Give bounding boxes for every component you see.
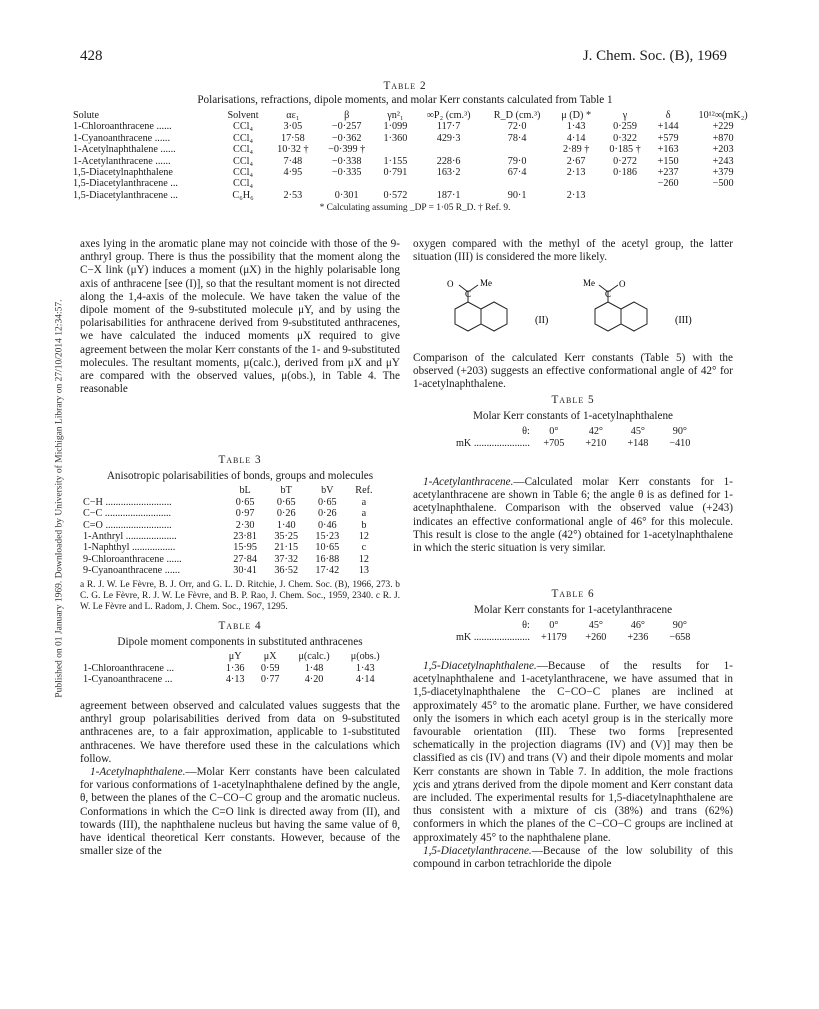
table-cell [415, 144, 482, 155]
table-cell: 23·81 [233, 531, 257, 543]
body-text: —Because of the results for 1-acetylnaphthalene and 1-acetylanthracene, we have assumed that in 1,5-diacetylnaphthalene the C−CO−C planes are inclined at approximately 45° to the aromatic plane. Further, we have considered only the isomers in which each acetyl group is in the sterically more favourable orientation (III). These two forms [represented schematically in the projection diagrams (IV) and (V)] may then be classified as cis (IV) and trans (V) and their dipole moments and molar Kerr constants are shown in Table 7. In addition, the mole fractions χcis and χtrans derived from the dipole moment and Kerr constant data are included. The experimental results for 1,5-diacetylnaphthalene are thus consistent with a mixture of cis (38%) and trans (62%) conformers in which the planes of the C−CO−C groups are inclined at approximately 45° to the naphthalene plane. [413, 660, 733, 844]
table-row [80, 663, 390, 674]
table-cell: 0·26 [276, 508, 296, 520]
table-cell: 7·48 [283, 155, 303, 167]
table5-caption: Molar Kerr constants of 1-acetylnaphthalene [472, 410, 674, 423]
row-label: 1-Chloroanthracene ...... [73, 121, 172, 133]
table-cell: CCl₄ [233, 121, 254, 133]
column-header: R_D (cm.³) [493, 110, 541, 121]
table-cell [268, 178, 318, 189]
table-row [70, 121, 760, 132]
table-cell: −0·338 [331, 155, 362, 167]
table-cell: 0·791 [383, 167, 408, 179]
right-column [413, 238, 733, 264]
column-header: β [344, 110, 350, 121]
table4 [80, 620, 400, 686]
theta-value: 45° [588, 620, 603, 632]
table-row [80, 542, 380, 553]
page-number: 428 [80, 48, 103, 64]
row-label: 1-Naphthyl ................. [83, 542, 176, 554]
theta-label: θ: [522, 620, 530, 632]
section-title: 1,5-Diacetylanthracene. [423, 844, 532, 857]
body-text: —Calculated molar Kerr constants for 1-acetylanthracene are shown in Table 6; the angle θ is as defined for 1-acetylnaphthalene. Comparison with the observed value (+243) indicates an effective conformational angle of 46° for this molecule. This result is close to the angle (42°) obtained for 1-acetylnaphthalene in which the steric situation is very similar. [413, 476, 733, 555]
table-cell: 0·65 [235, 496, 255, 508]
table-cell: +203 [712, 144, 734, 156]
table-row [70, 190, 760, 201]
table-cell: 67·4 [507, 167, 527, 179]
table-cell: 27·84 [233, 553, 257, 565]
row-label: C−H .......................... [83, 496, 172, 508]
table-cell: 12 [358, 553, 370, 565]
table-row [70, 178, 760, 189]
table-cell: 1·099 [383, 121, 408, 133]
column-header: δ [665, 110, 671, 121]
table-cell: 228·6 [436, 155, 461, 167]
column-header: μ(obs.) [350, 651, 380, 663]
table-cell [376, 178, 416, 189]
table-cell: +379 [712, 167, 734, 179]
row-label: 1-Anthryl .................... [83, 531, 177, 543]
table-row [80, 508, 380, 519]
column-header [80, 651, 218, 662]
table2-footnote: * Calculating assuming _DP = 1·05 R_D. † Ref. 9. [319, 203, 511, 214]
section-title: 1,5-Diacetylnaphthalene. [423, 660, 537, 672]
naphthalene-structures [425, 276, 725, 346]
row-label: C=O .......................... [83, 519, 172, 531]
table-cell: CCl₄ [233, 132, 254, 144]
table-cell: 1·43 [355, 662, 375, 674]
row-label: 1-Cyanoanthracene ... [83, 674, 173, 686]
table-cell: a [361, 496, 367, 508]
table-cell: +229 [712, 121, 734, 133]
table-cell: a [361, 508, 367, 520]
column-header: ∞P₂ (cm.³) [426, 110, 471, 121]
theta-value: 0° [549, 426, 559, 438]
table-cell: 12 [358, 531, 370, 543]
column-header: Solvent [227, 110, 259, 121]
table-cell: CCl₄ [233, 178, 254, 190]
struct-ii-o: O [447, 279, 454, 289]
table-cell: 4·13 [225, 674, 245, 686]
theta-value: 45° [630, 426, 645, 438]
table-cell [482, 144, 552, 155]
table-row [70, 167, 760, 178]
table-cell: b [361, 519, 367, 531]
table2-label: Table 2 [383, 80, 427, 92]
table-cell: 37·32 [274, 553, 299, 565]
table-cell: 0·65 [317, 496, 337, 508]
table-cell: 3·05 [283, 121, 303, 133]
table-row [80, 520, 380, 531]
table-cell: 15·23 [315, 531, 340, 543]
right-column-3 [413, 476, 733, 555]
column-header: Ref. [355, 485, 373, 497]
table-cell [415, 178, 482, 189]
table-cell: 17·42 [315, 565, 340, 577]
theta-value: 90° [672, 426, 687, 438]
table-cell: 36·52 [274, 565, 299, 577]
body-paragraph: axes lying in the aromatic plane may not coincide with those of the 9-anthryl group. There is thus the possibility that the moment along the C−X link (μY) induces a moment (μX) in the highly polarisable long axis of anthracene [see (I)], so that the resultant moment is not directed along the 1,4-axis of the molecule. We have taken the value of the dipole moment of the 9-substituted molecule μY, and by using the polarisabilities for anthracene derived from 9-substituted anthracenes, we have calculated the induced moments μX required to give agreement between the molar Kerr constants of the 1- and 9-substituted molecules. The resultant moments, μ(calc.), derived from μX and μY are compared with the observed values, μ(obs.), in Table 4. The reasonable [80, 238, 400, 396]
table-cell: 0·26 [317, 508, 337, 520]
struct-iii-c: C [605, 289, 612, 299]
body-paragraph: Comparison of the calculated Kerr constants (Table 5) with the observed (+203) suggests an effective conformational angle of 42° for 1-acetylnaphthalene. [413, 352, 733, 391]
table-cell: 16·88 [315, 553, 340, 565]
column-header: bL [239, 485, 251, 497]
mk-value: +236 [627, 631, 649, 643]
right-column-4 [413, 660, 733, 871]
mk-value: +148 [627, 437, 649, 449]
mk-value: −410 [669, 437, 691, 449]
right-column-2 [413, 352, 733, 392]
table-row [70, 144, 760, 155]
column-header: μY [228, 651, 242, 663]
table-cell: 1·360 [383, 132, 408, 144]
table-cell: 163·2 [436, 167, 461, 179]
table-cell: 4·14 [355, 674, 375, 686]
table-cell: 90·1 [507, 189, 527, 201]
table-cell: −0·362 [331, 132, 362, 144]
table-cell: 0·185 † [609, 144, 641, 156]
table-cell: +243 [712, 155, 734, 167]
mk-value: +260 [585, 631, 607, 643]
theta-value: 42° [588, 426, 603, 438]
table-row [70, 133, 760, 144]
table-cell: 10·32 † [277, 144, 309, 156]
table-cell: 117·7 [436, 121, 461, 133]
struct-iii-label: (III) [675, 315, 692, 326]
table-cell: 0·301 [334, 189, 359, 201]
table-cell: 4·20 [304, 674, 324, 686]
theta-value: 90° [672, 620, 687, 632]
table-cell: 78·4 [507, 132, 527, 144]
table-cell: −0·257 [331, 121, 362, 133]
table-cell: 0·77 [260, 674, 280, 686]
table-row [70, 156, 760, 167]
struct-iii-me: Me [583, 278, 595, 288]
struct-ii-c: C [465, 289, 472, 299]
table-cell [600, 178, 650, 189]
section-title: 1-Acetylanthracene. [423, 476, 514, 488]
column-header: bT [280, 485, 292, 497]
left-column [80, 238, 400, 396]
row-label: 1,5-Diacetylanthracene ... [73, 178, 178, 190]
table-cell: 2·53 [283, 189, 303, 201]
table-row [80, 497, 380, 508]
table-cell: CCl₄ [233, 144, 254, 156]
table-cell [600, 190, 650, 201]
struct-ii-me: Me [480, 278, 492, 288]
table-cell: 0·97 [235, 508, 255, 520]
mk-label: mK ...................... [456, 437, 530, 449]
table-cell: 2·13 [566, 189, 586, 201]
column-header: 10¹²∞(mK₂) [698, 110, 748, 121]
table-cell: CCl₄ [233, 167, 254, 179]
table-cell: 1·48 [304, 662, 324, 674]
column-header: μ(calc.) [298, 651, 330, 663]
row-label: 1,5-Diacetylnaphthalene [73, 167, 173, 179]
table-cell: −0·399 † [328, 144, 366, 156]
table3 [80, 454, 400, 613]
table2-caption: Polarisations, refractions, dipole moments, and molar Kerr constants calculated from Table 1 [197, 94, 613, 106]
column-header: μ (D) * [561, 110, 592, 121]
table-row [80, 531, 380, 542]
table-cell: c [361, 542, 367, 554]
table-cell: 0·186 [613, 167, 637, 179]
column-header [80, 485, 225, 496]
table-cell: +237 [657, 167, 679, 179]
table-cell: 4·95 [283, 167, 303, 179]
table-cell: 1·36 [225, 662, 245, 674]
table-cell: 0·572 [383, 189, 408, 201]
row-label: 1-Chloroanthracene ... [83, 662, 175, 674]
table-cell: 1·43 [566, 121, 586, 133]
table-cell: +150 [657, 155, 679, 167]
row-label: C−C .......................... [83, 508, 172, 520]
table-cell: −0·335 [331, 167, 362, 179]
column-header: Solute [73, 110, 100, 121]
table3-label: Table 3 [218, 454, 262, 466]
structure-iii [595, 285, 647, 331]
table-cell: 2·67 [566, 155, 586, 167]
table-cell: 79·0 [507, 155, 527, 167]
table-cell: 2·30 [235, 519, 255, 531]
table-cell: CCl₄ [233, 155, 254, 167]
theta-label: θ: [522, 426, 530, 438]
structures [425, 276, 725, 346]
struct-iii-o: O [619, 279, 626, 289]
table-cell: C₆H₆ [232, 189, 254, 201]
column-header: γn²₁ [387, 110, 404, 121]
table-cell: 13 [358, 565, 370, 577]
mk-value: +705 [543, 437, 565, 449]
table-cell: 35·25 [274, 531, 299, 543]
table-cell: +579 [657, 132, 679, 144]
table-cell: 17·58 [280, 132, 305, 144]
table2 [70, 110, 760, 214]
body-text: —Molar Kerr constants have been calculated for various conformations of 1-acetylnaphthalene defined by the angle, θ, between the planes of the C−CO−C group and the aromatic nucleus. Conformations in which the C=O link is directed away from (II), and towards (III), the naphthalene nucleus but having the same value of θ, have identical theoretical Kerr constants. However, because of the smaller size of the [80, 766, 400, 858]
table-cell [318, 178, 376, 189]
table-cell: 0·59 [260, 662, 280, 674]
table4-label: Table 4 [218, 620, 262, 632]
journal-title: J. Chem. Soc. (B), 1969 [582, 48, 727, 64]
mk-value: +1179 [540, 631, 567, 643]
theta-value: 0° [549, 620, 559, 632]
left-column-lower [80, 700, 400, 858]
table-cell: 2·89 † [562, 144, 590, 156]
body-text: —Because of the low solubility of this compound in carbon tetrachloride the dipole [413, 844, 733, 871]
column-header: μX [263, 651, 277, 663]
row-label: 1-Cyanoanthracene ...... [73, 132, 171, 144]
table6 [413, 588, 733, 643]
structure-ii [455, 285, 507, 331]
row-label: 1-Acetylnaphthalene ...... [73, 144, 176, 156]
table-row [80, 554, 380, 565]
table-cell: +870 [712, 132, 734, 144]
mk-value: −658 [669, 631, 691, 643]
mk-value: +210 [585, 437, 607, 449]
table-cell: 21·15 [274, 542, 299, 554]
table3-footnote: a R. J. W. Le Fèvre, B. J. Orr, and G. L. D. Ritchie, J. Chem. Soc. (B), 1966, 273. b C. G. Le Fèvre, R. J. W. Le Fèvre, and B. P. Rao, J. Chem. Soc., 1959, 2340. c R. J. W. Le Fèvre and L. Radom, J. Chem. Soc., 1967, 1295. [80, 579, 400, 612]
table-cell: +144 [657, 121, 679, 133]
table-cell: 1·40 [276, 519, 296, 531]
struct-ii-label: (II) [535, 315, 549, 326]
table-cell: −260 [657, 178, 679, 190]
table-cell [552, 178, 600, 189]
table-cell: 0·272 [613, 155, 637, 167]
download-watermark: Published on 01 January 1969. Downloaded by University of Michigan Library on 27/10/2014 12:34:57. [54, 299, 65, 698]
row-label: 1,5-Diacetylanthracene ... [73, 189, 178, 201]
section-title: 1-Acetylnaphthalene. [90, 766, 186, 779]
table5 [413, 394, 733, 449]
column-header: γ [622, 110, 628, 121]
table5-label: Table 5 [551, 394, 595, 406]
table6-label: Table 6 [551, 588, 595, 600]
theta-value: 46° [630, 620, 645, 632]
table-cell: 0·65 [276, 496, 296, 508]
table-cell [686, 190, 760, 201]
table-cell: 0·46 [317, 519, 337, 531]
table-cell [376, 144, 416, 155]
table4-caption: Dipole moment components in substituted anthracenes [117, 636, 363, 649]
table-cell: 15·95 [233, 542, 257, 554]
row-label: 1-Acetylanthracene ...... [73, 155, 171, 167]
table-cell: 2·13 [566, 167, 586, 179]
table-cell: 0·322 [613, 132, 637, 144]
column-header: αε₁ [286, 110, 300, 121]
table-cell: 10·65 [315, 542, 340, 554]
column-header: bV [321, 485, 334, 497]
table-cell [650, 190, 686, 201]
table-cell: 4·14 [566, 132, 586, 144]
table3-caption: Anisotropic polarisabilities of bonds, groups and molecules [106, 470, 374, 483]
table-cell: 187·1 [436, 189, 461, 201]
table6-caption: Molar Kerr constants for 1-acetylanthracene [473, 604, 673, 617]
table-cell: 72·0 [507, 121, 527, 133]
table-cell: 0·259 [613, 121, 637, 133]
mk-label: mK ...................... [456, 631, 530, 643]
table-row [80, 565, 380, 576]
table-row [80, 674, 390, 685]
body-paragraph: agreement between observed and calculated values suggests that the anthryl group polarisabilities derived from data on 9-substituted anthracenes are, to a fair approximation, applicable to 1-substituted anthracenes. We have therefore used these in the calculations which follow. [80, 700, 400, 765]
row-label: 9-Cyanoanthracene ...... [83, 565, 181, 577]
section-paragraph [80, 766, 400, 858]
table-cell: 30·41 [233, 565, 257, 577]
body-paragraph: oxygen compared with the methyl of the acetyl group, the latter situation (III) is considered the more likely. [413, 238, 733, 264]
table-cell: +163 [657, 144, 679, 156]
row-label: 9-Chloroanthracene ...... [83, 553, 182, 565]
table-cell: 429·3 [436, 132, 461, 144]
table-cell: 1·155 [383, 155, 408, 167]
table-cell [482, 178, 552, 189]
table-cell: −500 [712, 178, 734, 190]
